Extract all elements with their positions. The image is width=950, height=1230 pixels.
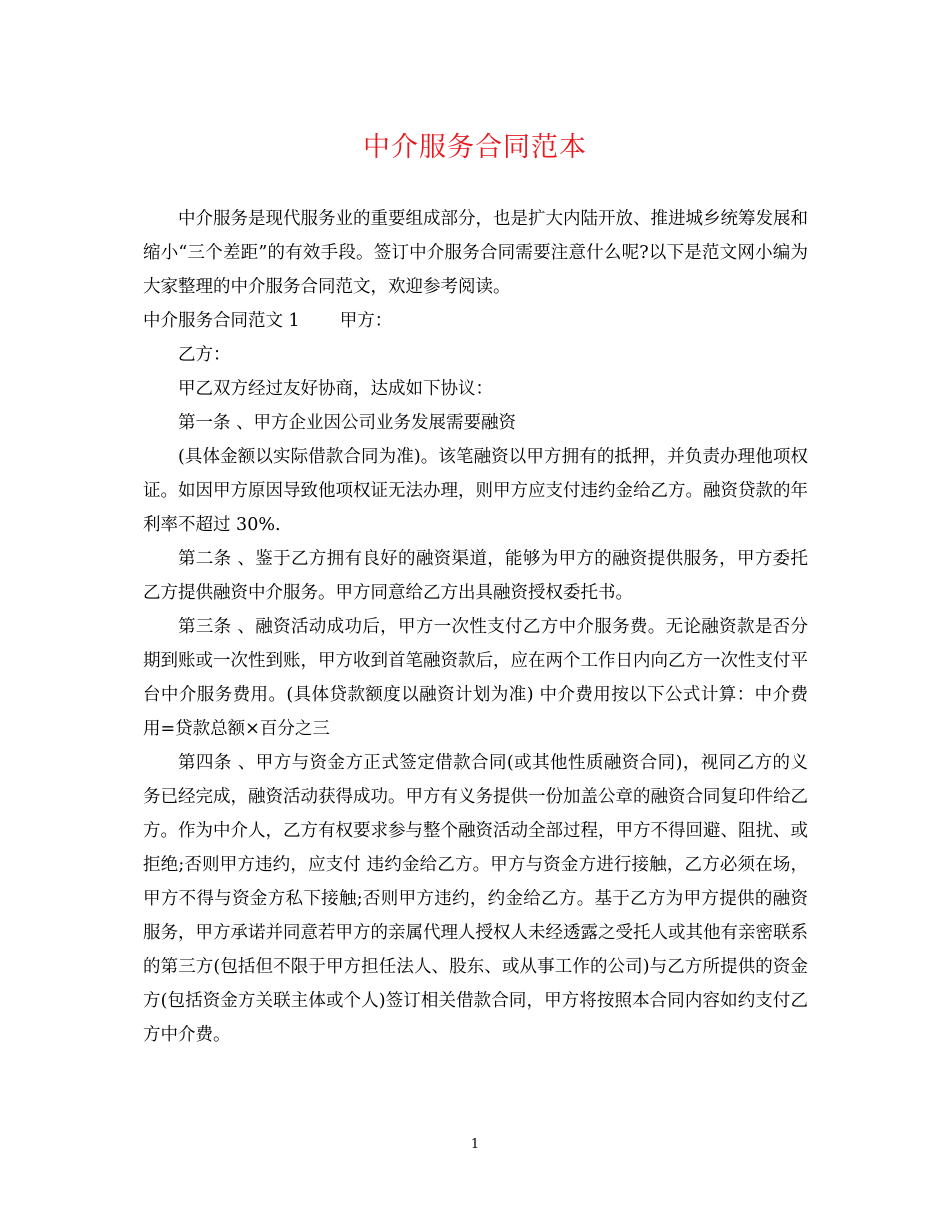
agreement-paragraph: 甲乙双方经过友好协商，达成如下协议：: [178, 379, 493, 399]
page-number: 1: [470, 1137, 480, 1152]
section-heading: 中介服务合同范文 1: [143, 311, 300, 331]
party-a-label: 甲方：: [339, 311, 393, 331]
article-3-paragraph: 第三条 、融资活动成功后，甲方一次性支付乙方中介服务费。无论融资款是否分期到账或一次性到账，甲方收到首笔融资款后，应在两个工作日内向乙方一次性支付平台中介服务费用。(具体贷款额度以融资计划为准) 中介费用按以下公式计算：中介费用=贷款总额×百分之三: [143, 617, 808, 739]
document-body: [143, 202, 808, 1052]
article-4-paragraph: 第四条 、甲方与资金方正式签定借款合同(或其他性质融资合同)，视同乙方的义务已经完成，融资活动获得成功。甲方有义务提供一份加盖公章的融资合同复印件给乙方。作为中介人，乙方有权要求参与整个融资活动全部过程，甲方不得回避、阻扰、或拒绝;否则甲方违约，应支付 违约金给乙方。甲方与资金方进行接触，乙方必须在场，甲方不得与资金方私下接触;否则甲方违约，约金给乙方。基于乙方为甲方提供的融资服务，甲方承诺并同意若甲方的亲属代理人授权人未经透露之受托人或其他有亲密联系的第三方(包括但不限于甲方担任法人、股东、或从事工作的公司)与乙方所提供的资金方(包括资金方关联主体或个人)签订相关借款合同，甲方将按照本合同内容如约支付乙方中介费。: [143, 753, 808, 1045]
article-1-heading: 第一条 、甲方企业因公司业务发展需要融资: [178, 413, 517, 433]
document-title: 中介服务合同范本: [363, 132, 587, 163]
intro-paragraph: 中介服务是现代服务业的重要组成部分，也是扩大内陆开放、推进城乡统筹发展和缩小“三个差距”的有效手段。签订中介服务合同需要注意什么呢?以下是范文网小编为大家整理的中介服务合同范文，欢迎参考阅读。: [143, 209, 808, 297]
article-1-body: (具体金额以实际借款合同为准)。该笔融资以甲方拥有的抵押，并负责办理他项权证。如因甲方原因导致他项权证无法办理，则甲方应支付违约金给乙方。融资贷款的年利率不超过 30%.: [143, 447, 808, 535]
section-heading-line: [143, 304, 808, 338]
article-2-paragraph: 第二条 、鉴于乙方拥有良好的融资渠道，能够为甲方的融资提供服务，甲方委托乙方提供融资中介服务。甲方同意给乙方出具融资授权委托书。: [143, 549, 808, 603]
party-b-label: 乙方：: [178, 345, 231, 365]
